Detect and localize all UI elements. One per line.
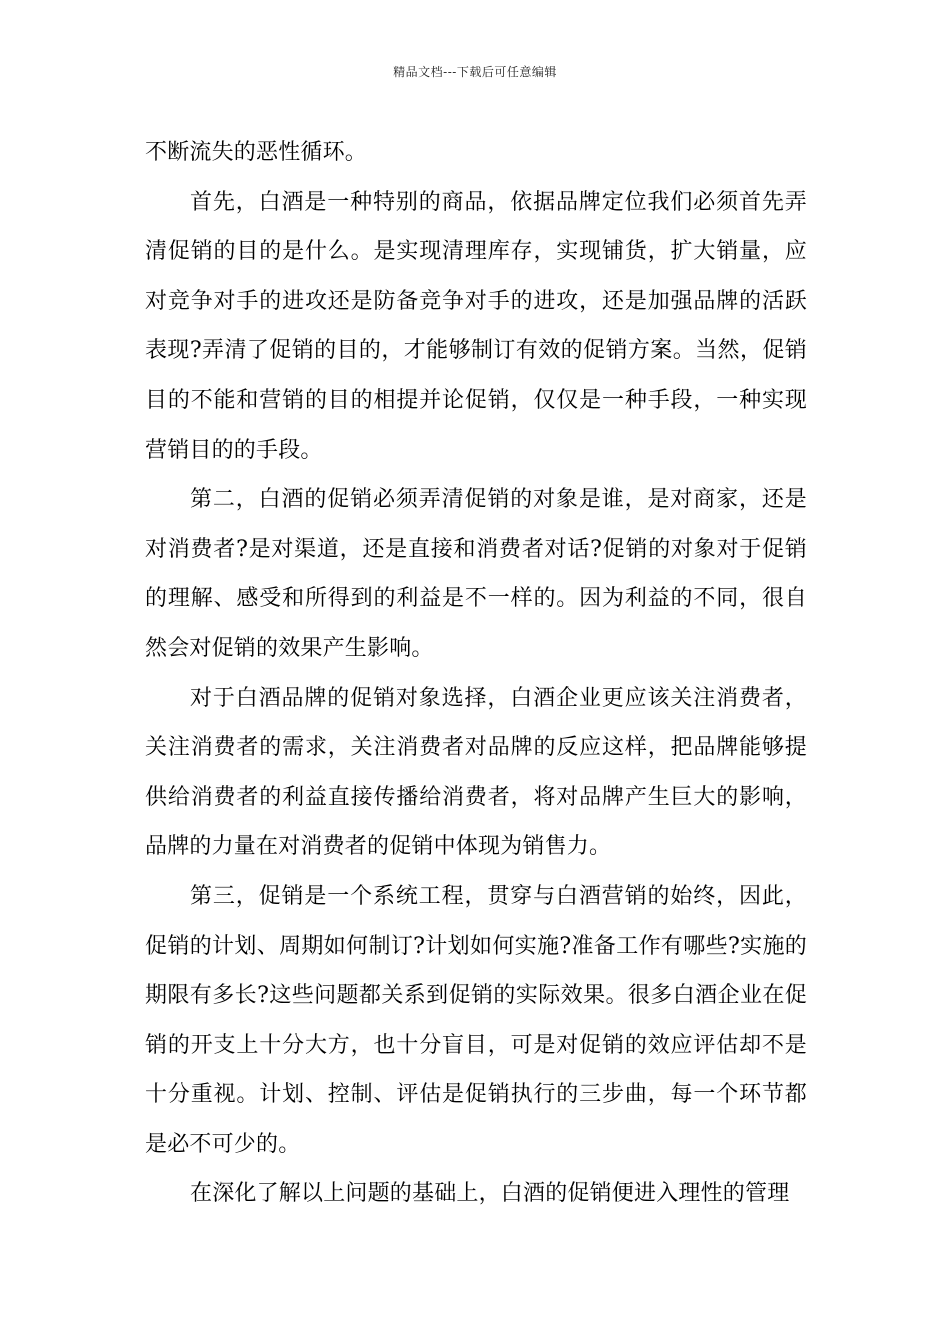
paragraph-third-point: 第三，促销是一个系统工程，贯穿与白酒营销的始终，因此，促销的计划、周期如何制订?计划如何实施?准备工作有哪些?实施的期限有多长?这些问题都关系到促销的实际效果。很多白酒企业在促销的开支上十分大方，也十分盲目，可是对促销的效应评估却不是十分重视。计划、控制、评估是促销执行的三步曲，每一个环节都是必不可少的。 <box>145 883 807 1157</box>
paragraph-second-point: 第二，白酒的促销必须弄清促销的对象是谁，是对商家，还是对消费者?是对渠道，还是直接和消费者对话?促销的对象对于促销的理解、感受和所得到的利益是不一样的。因为利益的不同，很自然会对促销的效果产生影响。 <box>145 487 807 661</box>
paragraph-continuation: 不断流失的恶性循环。 <box>145 140 368 165</box>
page-header: 精品文档---下载后可任意编辑 <box>393 65 557 79</box>
paragraph-conclusion: 在深化了解以上问题的基础上，白酒的促销便进入理性的管理 <box>190 1181 790 1207</box>
paragraph-target-selection: 对于白酒品牌的促销对象选择，白酒企业更应该关注消费者，关注消费者的需求，关注消费者对品牌的反应这样，把品牌能够提供给消费者的利益直接传播给消费者，将对品牌产生巨大的影响，品牌的力量在对消费者的促销中体现为销售力。 <box>145 685 807 860</box>
document-body <box>145 128 807 1219</box>
paragraph-first-point: 首先，白酒是一种特别的商品，依据品牌定位我们必须首先弄清促销的目的是什么。是实现清理库存，实现铺货，扩大销量，应对竞争对手的进攻还是防备竞争对手的进攻，还是加强品牌的活跃表现?弄清了促销的目的，才能够制订有效的促销方案。当然，促销目的不能和营销的目的相提并论促销，仅仅是一种手段，一种实现营销目的的手段。 <box>145 189 807 463</box>
